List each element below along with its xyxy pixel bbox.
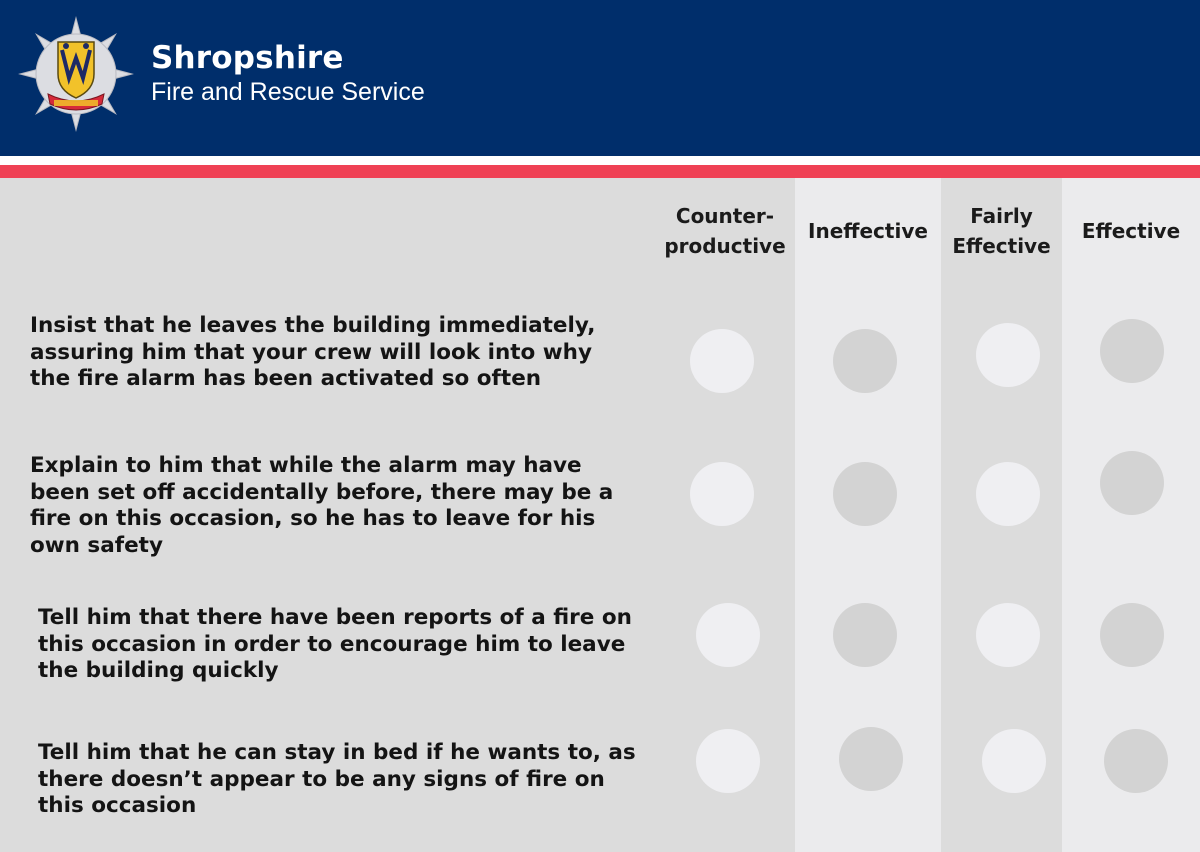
q1-option-ineffective[interactable]	[833, 329, 897, 393]
fire-service-crest-icon	[18, 16, 134, 132]
column-header-ineffective	[795, 200, 941, 262]
q4-option-effective[interactable]	[1104, 729, 1168, 793]
q3-option-ineffective[interactable]	[833, 603, 897, 667]
column-header-label: Ineffective	[808, 219, 928, 243]
q1-option-counter-productive[interactable]	[690, 329, 754, 393]
question-2-text: Explain to him that while the alarm may have been set off accidentally before, there may be a fire on this occasion, so he has to leave for his own safety	[30, 453, 614, 558]
header-divider-red	[0, 165, 1200, 178]
survey-grid	[0, 178, 1200, 852]
q3-option-counter-productive[interactable]	[696, 603, 760, 667]
column-header-label: Counter- productive	[664, 204, 786, 258]
question-3-text: Tell him that there have been reports of a fire on this occasion in order to encourage him to leave the building quickly	[38, 605, 632, 683]
q3-option-fairly-effective[interactable]	[976, 603, 1040, 667]
q2-option-ineffective[interactable]	[833, 462, 897, 526]
q2-option-counter-productive[interactable]	[690, 462, 754, 526]
header-divider-white	[0, 156, 1200, 165]
column-header-counter-productive	[655, 200, 795, 262]
question-1-text: Insist that he leaves the building immediately, assuring him that your crew will look into why the fire alarm has been activated so often	[30, 313, 596, 391]
question-4-text: Tell him that he can stay in bed if he wants to, as there doesn’t appear to be any signs of fire on this occasion	[38, 740, 636, 818]
header-banner	[0, 0, 1200, 156]
q3-option-effective[interactable]	[1100, 603, 1164, 667]
q4-option-counter-productive[interactable]	[696, 729, 760, 793]
q2-option-fairly-effective[interactable]	[976, 462, 1040, 526]
column-header-label: Fairly Effective	[952, 204, 1051, 258]
q1-option-effective[interactable]	[1100, 319, 1164, 383]
column-header-label: Effective	[1081, 219, 1181, 243]
q4-option-ineffective[interactable]	[839, 727, 903, 791]
q2-option-effective[interactable]	[1100, 451, 1164, 515]
q1-option-fairly-effective[interactable]	[976, 323, 1040, 387]
organisation-subtitle: Fire and Rescue Service	[151, 78, 425, 106]
organisation-name: Shropshire	[151, 40, 344, 76]
q4-option-fairly-effective[interactable]	[982, 729, 1046, 793]
column-header-fairly-effective	[941, 200, 1062, 262]
column-header-effective	[1062, 200, 1200, 262]
